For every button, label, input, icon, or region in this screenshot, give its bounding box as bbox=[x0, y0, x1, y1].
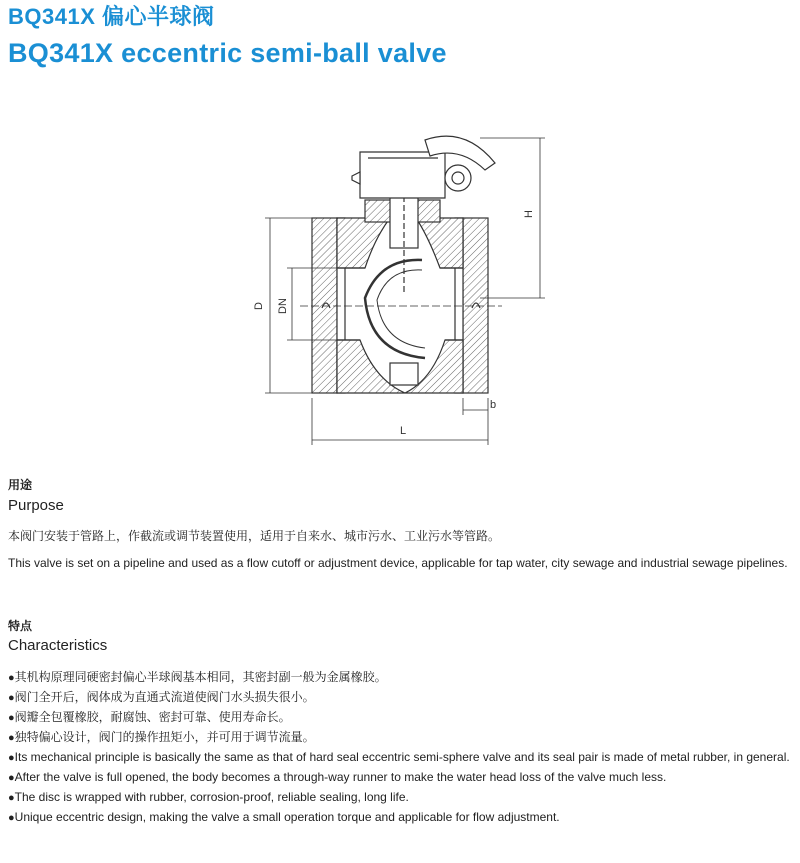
valve-technical-drawing bbox=[240, 118, 560, 458]
purpose-text-en: This valve is set on a pipeline and used as a flow cutoff or adjustment device, applicable for tap water, city sewage and industrial sewage pipelines. bbox=[8, 556, 788, 570]
characteristic-item bbox=[8, 768, 798, 788]
characteristic-item bbox=[8, 788, 798, 808]
purpose-heading-cn: 用途 bbox=[8, 478, 33, 492]
bullet-dot-icon: ● bbox=[8, 712, 15, 724]
characteristic-text: 独特偏心设计，阀门的操作扭矩小，并可用于调节流量。 bbox=[14, 730, 315, 744]
characteristics-list bbox=[8, 668, 798, 828]
bullet-dot-icon: ● bbox=[8, 732, 15, 744]
bullet-dot-icon: ● bbox=[8, 672, 15, 684]
bullet-dot-icon: ● bbox=[8, 812, 15, 824]
bullet-dot-icon: ● bbox=[8, 752, 15, 764]
characteristic-item bbox=[8, 668, 798, 688]
bullet-dot-icon: ● bbox=[8, 772, 15, 784]
dim-label-dn: DN bbox=[277, 298, 289, 314]
page-title-cn: BQ341X 偏心半球阀 bbox=[8, 4, 215, 29]
dim-label-l: L bbox=[400, 425, 407, 437]
dim-label-h: H bbox=[523, 210, 535, 218]
bullet-dot-icon: ● bbox=[8, 692, 15, 704]
dim-label-d: D bbox=[253, 302, 265, 310]
characteristic-text: The disc is wrapped with rubber, corrosion-proof, reliable sealing, long life. bbox=[14, 790, 409, 804]
characteristic-item bbox=[8, 708, 798, 728]
characteristic-text: 阀瓣全包覆橡胶，耐腐蚀、密封可靠、使用寿命长。 bbox=[14, 710, 291, 724]
purpose-heading-en: Purpose bbox=[8, 497, 64, 514]
characteristic-text: 其机构原理同硬密封偏心半球阀基本相同，其密封副一般为金属橡胶。 bbox=[14, 670, 387, 684]
characteristic-item bbox=[8, 728, 798, 748]
characteristics-heading-en: Characteristics bbox=[8, 637, 108, 654]
valve-body bbox=[300, 136, 502, 393]
characteristic-text: Its mechanical principle is basically the same as that of hard seal eccentric semi-sphere valve and its seal pair is made of metal rubber, in general. bbox=[14, 750, 790, 764]
characteristic-text: Unique eccentric design, making the valve a small operation torque and applicable for flow adjustment. bbox=[14, 810, 560, 824]
characteristic-item bbox=[8, 808, 798, 828]
characteristic-text: 阀门全开后，阀体成为直通式流道使阀门水头损失很小。 bbox=[14, 690, 315, 704]
purpose-text-cn: 本阀门安装于管路上，作截流或调节装置使用，适用于自来水、城市污水、工业污水等管路。 bbox=[8, 529, 501, 543]
characteristic-item bbox=[8, 748, 798, 768]
bullet-dot-icon: ● bbox=[8, 792, 15, 804]
dim-label-b: b bbox=[490, 399, 497, 411]
characteristic-text: After the valve is full opened, the body becomes a through-way runner to make the water head loss of the valve much less. bbox=[14, 770, 667, 784]
characteristic-item bbox=[8, 688, 798, 708]
page-title-en: BQ341X eccentric semi-ball valve bbox=[8, 38, 447, 68]
characteristics-heading-cn: 特点 bbox=[8, 619, 33, 633]
